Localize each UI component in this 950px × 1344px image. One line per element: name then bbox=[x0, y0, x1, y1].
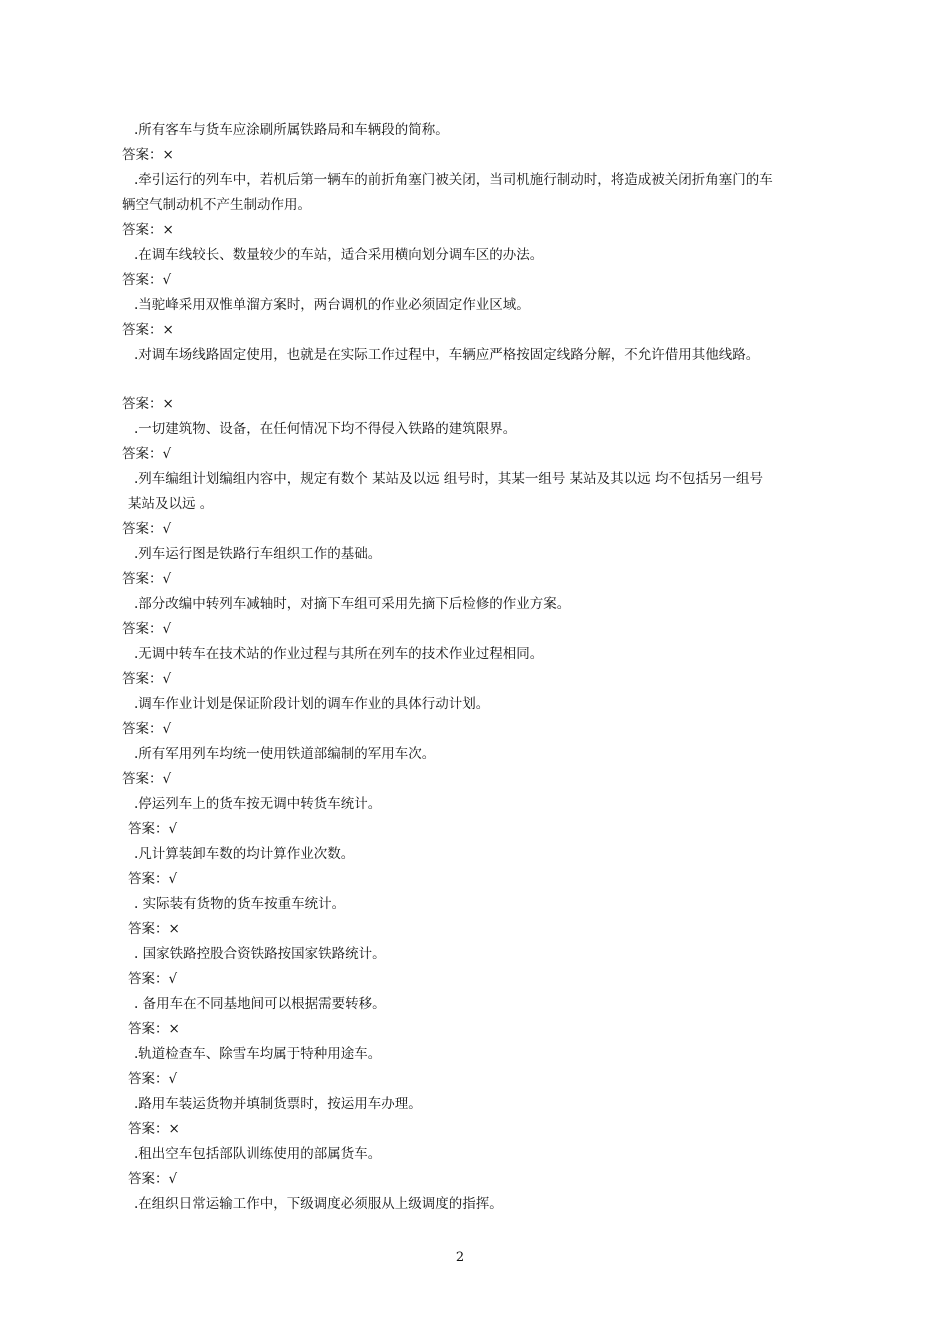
answer-15: 答案：× bbox=[128, 921, 180, 937]
answer-4: 答案：× bbox=[122, 322, 174, 338]
question-7-continued: 某站及以远 。 bbox=[128, 496, 214, 512]
answer-20: 答案：√ bbox=[128, 1171, 178, 1187]
answer-9: 答案：√ bbox=[122, 621, 172, 637]
question-9: .部分改编中转列车减轴时，对摘下车组可采用先摘下后检修的作业方案。 bbox=[134, 596, 571, 612]
question-2: .牵引运行的列车中，若机后第一辆车的前折角塞门被关闭，当司机施行制动时，将造成被关闭折角塞门的车 bbox=[134, 172, 773, 188]
question-18: .轨道检查车、除雪车均属于特种用途车。 bbox=[134, 1046, 382, 1062]
answer-2: 答案：× bbox=[122, 222, 174, 238]
question-12: .所有军用列车均统一使用铁道部编制的军用车次。 bbox=[134, 746, 436, 762]
answer-17: 答案：× bbox=[128, 1021, 180, 1037]
answer-13: 答案：√ bbox=[128, 821, 178, 837]
question-4: .当驼峰采用双惟单溜方案时，两台调机的作业必须固定作业区域。 bbox=[134, 297, 530, 313]
question-13: .停运列车上的货车按无调中转货车统计。 bbox=[134, 796, 382, 812]
question-2-continued: 辆空气制动机不产生制动作用。 bbox=[122, 197, 311, 213]
question-11: .调车作业计划是保证阶段计划的调车作业的具体行动计划。 bbox=[134, 696, 490, 712]
answer-18: 答案：√ bbox=[128, 1071, 178, 1087]
answer-8: 答案：√ bbox=[122, 571, 172, 587]
question-15: . 实际装有货物的货车按重车统计。 bbox=[134, 896, 346, 912]
question-list bbox=[122, 118, 822, 1217]
answer-7: 答案：√ bbox=[122, 521, 172, 537]
answer-6: 答案：√ bbox=[122, 446, 172, 462]
answer-11: 答案：√ bbox=[122, 721, 172, 737]
page-number: 2 bbox=[455, 1250, 465, 1265]
question-10: .无调中转车在技术站的作业过程与其所在列车的技术作业过程相同。 bbox=[134, 646, 544, 662]
answer-14: 答案：√ bbox=[128, 871, 178, 887]
answer-12: 答案：√ bbox=[122, 771, 172, 787]
question-14: .凡计算装卸车数的均计算作业次数。 bbox=[134, 846, 355, 862]
question-21: .在组织日常运输工作中，下级调度必须服从上级调度的指挥。 bbox=[134, 1196, 503, 1212]
question-19: .路用车装运货物并填制货票时，按运用车办理。 bbox=[134, 1096, 422, 1112]
question-17: . 备用车在不同基地间可以根据需要转移。 bbox=[134, 996, 386, 1012]
question-20: .租出空车包括部队训练使用的部属货车。 bbox=[134, 1146, 382, 1162]
question-1: .所有客车与货车应涂刷所属铁路局和车辆段的简称。 bbox=[134, 122, 449, 138]
blank-line bbox=[122, 368, 822, 392]
answer-10: 答案：√ bbox=[122, 671, 172, 687]
answer-1: 答案：× bbox=[122, 147, 174, 163]
question-8: .列车运行图是铁路行车组织工作的基础。 bbox=[134, 546, 382, 562]
answer-16: 答案：√ bbox=[128, 971, 178, 987]
question-16: . 国家铁路控股合资铁路按国家铁路统计。 bbox=[134, 946, 386, 962]
answer-3: 答案：√ bbox=[122, 272, 172, 288]
question-7: .列车编组计划编组内容中，规定有数个 某站及以远 组号时，其某一组号 某站及其以远 均不包括另一组号 bbox=[134, 471, 763, 487]
question-5: .对调车场线路固定使用，也就是在实际工作过程中，车辆应严格按固定线路分解，不允许借用其他线路。 bbox=[134, 347, 760, 363]
answer-5: 答案：× bbox=[122, 396, 174, 412]
question-6: .一切建筑物、设备，在任何情况下均不得侵入铁路的建筑限界。 bbox=[134, 421, 517, 437]
answer-19: 答案：× bbox=[128, 1121, 180, 1137]
question-3: .在调车线较长、数量较少的车站，适合采用横向划分调车区的办法。 bbox=[134, 247, 544, 263]
